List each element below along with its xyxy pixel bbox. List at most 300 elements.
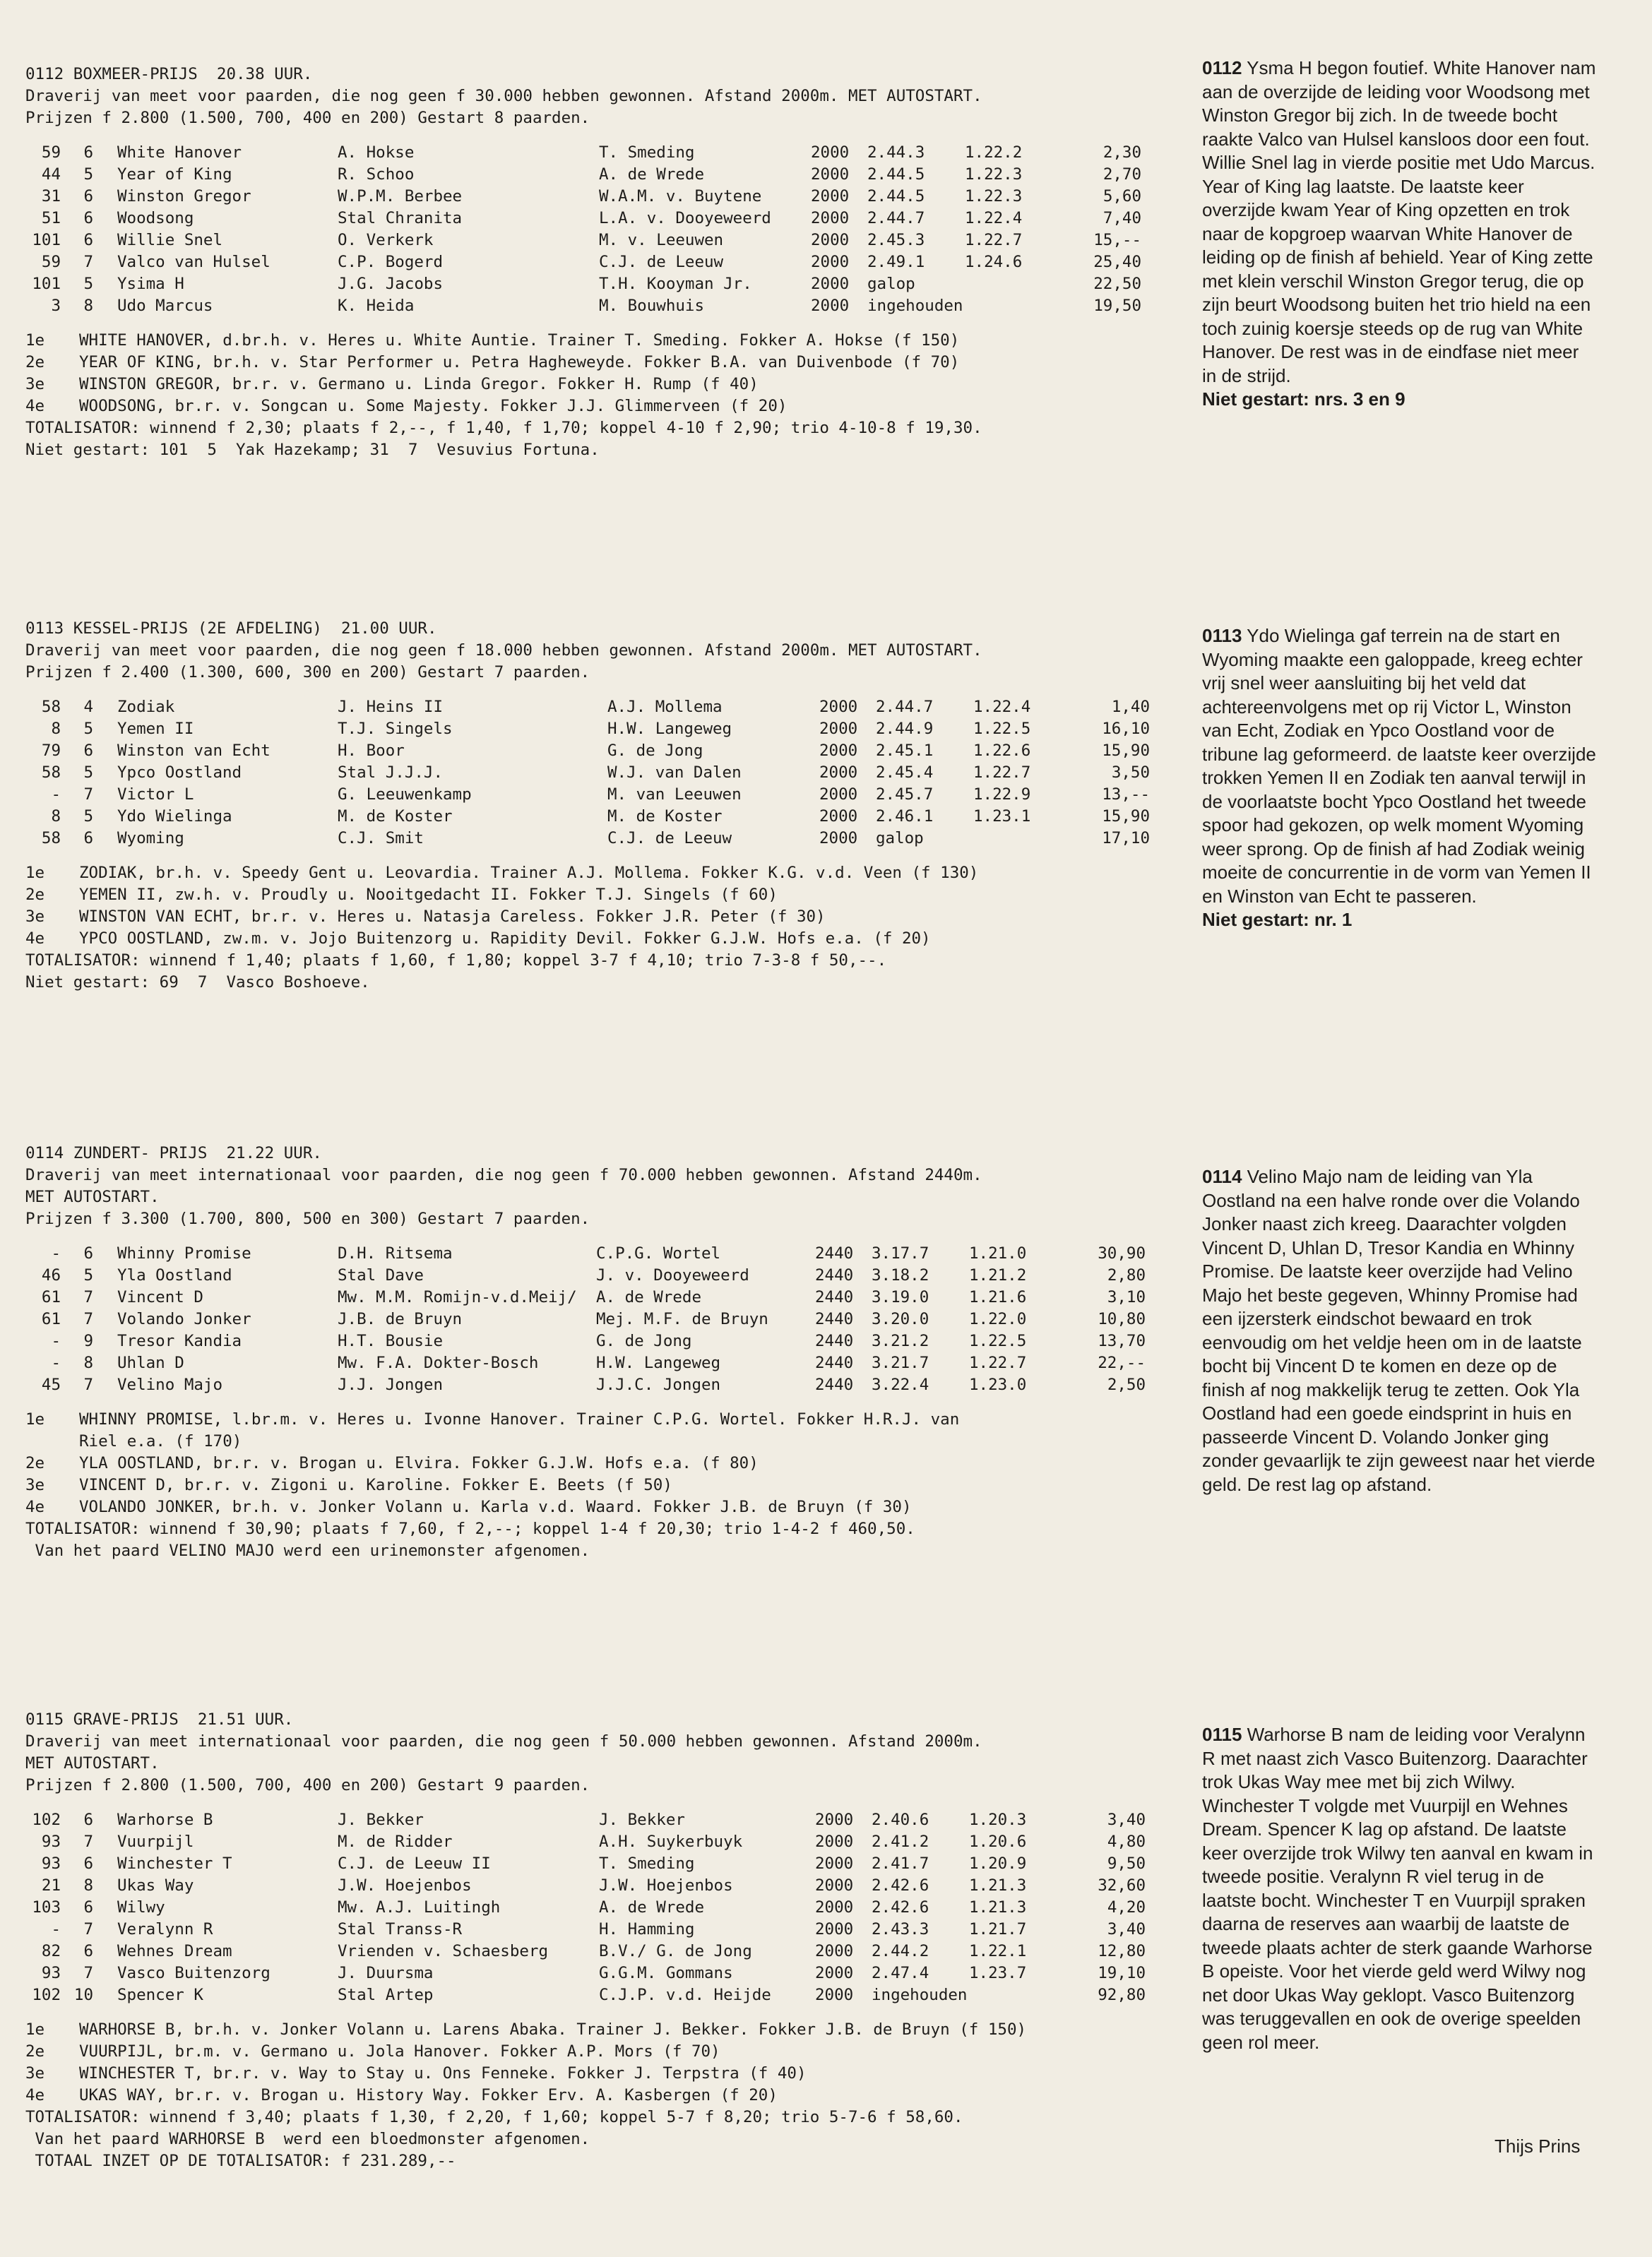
- entry-driver: J. Bekker: [599, 1811, 685, 1829]
- entry-horse: Winston van Echt: [117, 742, 271, 760]
- comment-not-started: Niet gestart: nrs. 3 en 9: [1202, 388, 1406, 410]
- entry-points: 101: [32, 275, 61, 293]
- entry-distance: 2000: [819, 785, 858, 804]
- race-header: 0115 GRAVE-PRIJS 21.51 UUR.: [25, 1710, 294, 1729]
- entry-distance: 2440: [815, 1310, 854, 1328]
- entry-points: 21: [41, 1876, 61, 1895]
- entry-driver: C.J. de Leeuw: [599, 253, 724, 271]
- entry-km-time: [965, 273, 1064, 295]
- entry-time: galop: [876, 829, 924, 847]
- entry-time: ingehouden: [872, 1986, 968, 2004]
- placing-text: WHINNY PROMISE, l.br.m. v. Heres u. Ivonne Hanover. Trainer C.P.G. Wortel. Fokker H.R.J. van: [79, 1410, 960, 1429]
- entry-owner: M. de Koster: [338, 807, 453, 826]
- entry-horse: Year of King: [117, 165, 232, 184]
- entries-table: [25, 1243, 1177, 1396]
- entry-row: [25, 762, 1177, 784]
- entry-horse: Udo Marcus: [117, 297, 213, 315]
- placing-line: [25, 330, 1177, 352]
- entry-driver: J. v. Dooyeweerd: [596, 1266, 749, 1285]
- entry-driver: M. van Leeuwen: [607, 785, 742, 804]
- placing-line: [25, 928, 1177, 950]
- placing-text: VOLANDO JONKER, br.h. v. Jonker Volann u. Karla v.d. Waard. Fokker J.B. de Bruyn (f 30): [79, 1498, 912, 1516]
- entry-driver: M. de Koster: [607, 807, 723, 826]
- entry-points: 8: [51, 807, 61, 826]
- entry-km-time: 1.22.5: [969, 1332, 1027, 1350]
- entry-time: 2.40.6: [872, 1811, 929, 1829]
- entry-horse: Valco van Hulsel: [117, 253, 271, 271]
- entry-owner: T.J. Singels: [338, 720, 453, 738]
- entry-owner: H.T. Bousie: [338, 1332, 444, 1350]
- placing-line: [25, 906, 1177, 928]
- entry-distance: 2000: [815, 1920, 854, 1939]
- entry-owner: Stal J.J.J.: [338, 763, 444, 782]
- entry-age: 7: [83, 1376, 93, 1394]
- entry-points: 3: [51, 297, 61, 315]
- entry-km-time: 1.22.4: [973, 698, 1031, 716]
- entry-driver: B.V./ G. de Jong: [599, 1942, 752, 1960]
- entry-points: 103: [32, 1898, 61, 1917]
- entry-driver: H. Hamming: [599, 1920, 695, 1939]
- entry-owner: Vrienden v. Schaesberg: [338, 1942, 549, 1960]
- comment-race-number: 0114: [1202, 1166, 1242, 1187]
- entry-km-time: 1.20.3: [969, 1811, 1027, 1829]
- entry-horse: Winston Gregor: [117, 187, 251, 206]
- entry-odds: 22,--: [1098, 1354, 1146, 1372]
- entry-row: [25, 1330, 1177, 1352]
- not-started: Niet gestart: 101 5 Yak Hazekamp; 31 7 Vesuvius Fortuna.: [25, 441, 600, 459]
- entry-time: ingehouden: [867, 297, 963, 315]
- entry-odds: 5,60: [1103, 187, 1141, 206]
- entry-distance: 2440: [815, 1244, 854, 1263]
- placing-line: [25, 1496, 1177, 1518]
- entry-distance: 2000: [811, 297, 850, 315]
- entry-row: [25, 1243, 1177, 1265]
- entry-horse: Wilwy: [117, 1898, 165, 1917]
- entry-horse: Ukas Way: [117, 1876, 194, 1895]
- entry-driver: C.J. de Leeuw: [607, 829, 732, 847]
- entry-driver: J.J.C. Jongen: [596, 1376, 721, 1394]
- entry-owner: Stal Chranita: [338, 209, 463, 227]
- entry-distance: 2000: [811, 275, 850, 293]
- race-conditions: Draverij van meet internationaal voor paarden, die nog geen f 70.000 hebben gewonnen. Afstand 2440m.: [25, 1166, 982, 1184]
- placing-ordinal: 2e: [25, 353, 45, 371]
- placing-ordinal: 4e: [25, 929, 45, 948]
- entry-row: [25, 1374, 1177, 1396]
- entry-horse: Vuurpijl: [117, 1833, 194, 1851]
- placing-line: [25, 862, 1177, 884]
- entry-horse: Ysima H: [117, 275, 184, 293]
- race-header: 0113 KESSEL-PRIJS (2E AFDELING) 21.00 UUR.: [25, 619, 437, 638]
- entry-driver: T.H. Kooyman Jr.: [599, 275, 752, 293]
- entry-odds: 3,10: [1107, 1288, 1146, 1306]
- entry-odds: 19,10: [1098, 1964, 1146, 1982]
- entry-time: 2.43.3: [872, 1920, 929, 1939]
- entry-points: 79: [41, 742, 61, 760]
- entry-driver: A. de Wrede: [596, 1288, 702, 1306]
- entry-distance: 2000: [811, 165, 850, 184]
- entry-time: 2.44.5: [867, 165, 925, 184]
- placings: [25, 2019, 1177, 2107]
- entry-driver: C.P.G. Wortel: [596, 1244, 721, 1263]
- entry-time: 2.42.6: [872, 1876, 929, 1895]
- entry-driver: T. Smeding: [599, 143, 695, 162]
- entry-owner: Stal Dave: [338, 1266, 424, 1285]
- entry-km-time: [969, 1984, 1068, 2006]
- entry-horse: Yla Oostland: [117, 1266, 232, 1285]
- entry-driver: W.J. van Dalen: [607, 763, 742, 782]
- entry-owner: D.H. Ritsema: [338, 1244, 453, 1263]
- entry-points: 82: [41, 1942, 61, 1960]
- entry-row: [25, 1919, 1177, 1941]
- entry-row: [25, 1287, 1177, 1309]
- placing-line: [25, 2019, 1177, 2041]
- entry-driver: A. de Wrede: [599, 1898, 705, 1917]
- entry-km-time: 1.22.7: [973, 763, 1031, 782]
- entry-km-time: 1.22.5: [973, 720, 1031, 738]
- entry-horse: Velino Majo: [117, 1376, 223, 1394]
- entry-odds: 2,70: [1103, 165, 1141, 184]
- race-start-type: MET AUTOSTART.: [25, 1188, 160, 1206]
- entry-time: 2.45.4: [876, 763, 934, 782]
- comment-0114: [1202, 1165, 1598, 1496]
- entry-time: 2.45.1: [876, 742, 934, 760]
- placings: [25, 862, 1177, 950]
- race-prizes: Prijzen f 2.800 (1.500, 700, 400 en 200) Gestart 9 paarden.: [25, 1776, 590, 1794]
- entry-row: [25, 784, 1177, 806]
- entry-points: 59: [41, 253, 61, 271]
- entry-points: 58: [41, 829, 61, 847]
- placing-text: WINSTON VAN ECHT, br.r. v. Heres u. Natasja Careless. Fokker J.R. Peter (f 30): [79, 907, 826, 926]
- entry-age: 7: [83, 1833, 93, 1851]
- entry-driver: G.G.M. Gommans: [599, 1964, 733, 1982]
- entry-horse: White Hanover: [117, 143, 242, 162]
- entry-row: [25, 1809, 1177, 1831]
- entry-horse: Warhorse B: [117, 1811, 213, 1829]
- entry-age: 5: [83, 763, 93, 782]
- entry-driver: A.H. Suykerbuyk: [599, 1833, 743, 1851]
- entry-driver: H.W. Langeweg: [607, 720, 732, 738]
- entry-owner: W.P.M. Berbee: [338, 187, 463, 206]
- entry-time: 3.22.4: [872, 1376, 929, 1394]
- entry-age: 4: [83, 698, 93, 716]
- entry-distance: 2000: [811, 209, 850, 227]
- totalisator: TOTALISATOR: winnend f 2,30; plaats f 2,--, f 1,40, f 1,70; koppel 4-10 f 2,90; trio 4-10-8 f 19,30.: [25, 419, 982, 437]
- totalisator: TOTALISATOR: winnend f 3,40; plaats f 1,30, f 2,20, f 1,60; koppel 5-7 f 8,20; trio 5-7-6 f 58,60.: [25, 2108, 963, 2126]
- entry-age: 6: [83, 209, 93, 227]
- entry-row: [25, 740, 1177, 762]
- entry-horse: Tresor Kandia: [117, 1332, 242, 1350]
- race-header: 0114 ZUNDERT- PRIJS 21.22 UUR.: [25, 1144, 322, 1162]
- entry-horse: Zodiak: [117, 698, 175, 716]
- entry-odds: 7,40: [1103, 209, 1141, 227]
- entry-odds: 19,50: [1093, 297, 1141, 315]
- entry-points: 46: [41, 1266, 61, 1285]
- entry-horse: Yemen II: [117, 720, 194, 738]
- entry-km-time: 1.23.1: [973, 807, 1031, 826]
- placing-line: [25, 2085, 1177, 2107]
- entry-time: 2.44.3: [867, 143, 925, 162]
- entry-time: 2.44.7: [867, 209, 925, 227]
- author-byline: Thijs Prins: [1494, 2136, 1581, 2157]
- entry-distance: 2000: [811, 187, 850, 206]
- entry-odds: 17,10: [1102, 829, 1150, 847]
- entry-odds: 2,30: [1103, 143, 1141, 162]
- entry-row: [25, 1831, 1177, 1853]
- entry-points: -: [51, 1244, 61, 1263]
- placing-ordinal: 3e: [25, 375, 45, 393]
- entries-table: [25, 1809, 1177, 2006]
- placing-text: VUURPIJL, br.m. v. Germano u. Jola Hanover. Fokker A.P. Mors (f 70): [79, 2042, 720, 2061]
- entry-km-time: 1.21.7: [969, 1920, 1027, 1939]
- entry-points: 58: [41, 763, 61, 782]
- entry-horse: Woodsong: [117, 209, 194, 227]
- entry-row: [25, 1984, 1177, 2006]
- entry-distance: 2000: [819, 742, 858, 760]
- entry-time: 2.42.6: [872, 1898, 929, 1917]
- entries-table: [25, 142, 1177, 317]
- placing-ordinal: 4e: [25, 397, 45, 415]
- entry-owner: Stal Transs-R: [338, 1920, 463, 1939]
- entry-time: 2.41.7: [872, 1854, 929, 1873]
- entry-distance: 2000: [815, 1833, 854, 1851]
- entry-owner: G. Leeuwenkamp: [338, 785, 472, 804]
- entry-points: 45: [41, 1376, 61, 1394]
- entry-time: 2.45.7: [876, 785, 934, 804]
- entry-distance: 2000: [815, 1898, 854, 1917]
- entry-time: 3.21.7: [872, 1354, 929, 1372]
- entry-odds: 15,90: [1102, 742, 1150, 760]
- entry-time: galop: [867, 275, 915, 293]
- entry-owner: M. de Ridder: [338, 1833, 453, 1851]
- entry-age: 8: [83, 1354, 93, 1372]
- entry-age: 5: [83, 275, 93, 293]
- entry-distance: 2000: [815, 1942, 854, 1960]
- entry-horse: Vincent D: [117, 1288, 203, 1306]
- entry-age: 6: [83, 1854, 93, 1873]
- placing-text: VINCENT D, br.r. v. Zigoni u. Karoline. Fokker E. Beets (f 50): [79, 1476, 672, 1494]
- entry-distance: 2000: [815, 1964, 854, 1982]
- entry-distance: 2000: [819, 763, 858, 782]
- entry-driver: M. v. Leeuwen: [599, 231, 724, 249]
- entry-row: [25, 1941, 1177, 1963]
- entry-horse: Uhlan D: [117, 1354, 184, 1372]
- entry-row: [25, 1265, 1177, 1287]
- comment-0115: [1202, 1723, 1598, 2054]
- entry-odds: 15,90: [1102, 807, 1150, 826]
- entry-age: 7: [83, 785, 93, 804]
- totalisator: TOTALISATOR: winnend f 30,90; plaats f 7,60, f 2,--; koppel 1-4 f 20,30; trio 1-4-2 f 460,50.: [25, 1520, 915, 1538]
- entry-points: 93: [41, 1833, 61, 1851]
- placing-ordinal: 2e: [25, 886, 45, 904]
- entry-distance: 2440: [815, 1288, 854, 1306]
- entry-points: -: [51, 785, 61, 804]
- entry-owner: O. Verkerk: [338, 231, 434, 249]
- placing-text: WOODSONG, br.r. v. Songcan u. Some Majesty. Fokker J.J. Glimmerveen (f 20): [79, 397, 788, 415]
- entry-owner: Mw. M.M. Romijn-v.d.Meij/: [338, 1288, 577, 1306]
- not-started: Niet gestart: 69 7 Vasco Boshoeve.: [25, 973, 370, 991]
- placing-line: [25, 884, 1177, 906]
- entry-age: 5: [83, 807, 93, 826]
- entry-km-time: [965, 295, 1064, 317]
- comment-not-started: Niet gestart: nr. 1: [1202, 909, 1353, 930]
- entry-row: [25, 186, 1177, 208]
- entry-km-time: [973, 828, 1072, 850]
- entry-km-time: 1.22.1: [969, 1942, 1027, 1960]
- entry-age: 5: [83, 1266, 93, 1285]
- entry-time: 2.44.7: [876, 698, 934, 716]
- entry-age: 6: [83, 1898, 93, 1917]
- entry-distance: 2000: [815, 1876, 854, 1895]
- entry-owner: K. Heida: [338, 297, 415, 315]
- entry-points: 51: [41, 209, 61, 227]
- entry-driver: H.W. Langeweg: [596, 1354, 721, 1372]
- comment-0113: [1202, 624, 1598, 932]
- entry-odds: 16,10: [1102, 720, 1150, 738]
- comment-text: Warhorse B nam de leiding voor Veralynn R met naast zich Vasco Buitenzorg. Daarachter trok Ukas Way mee met bij zich Wilwy. Winchester T volgde met Vuurpijl en Wehnes Dream. Spencer K lag op afstand. De laatste keer overzijde trok Wilwy ten aanval en kwam in tweede positie. Veralynn R viel terug in de laatste bocht. Winchester T en Vuurpijl spraken daarna de reserves aan waarbij de laatste de tweede plaats achter de sterk gaande Warhorse B opeiste. Voor het vierde geld werd Wilwy nog net door Ukas Way geklopt. Vasco Buitenzorg was teruggevallen en ook de overige speelden geen rol meer.: [1202, 1724, 1593, 2053]
- race-start-type: MET AUTOSTART.: [25, 1754, 160, 1773]
- entry-age: 6: [83, 1811, 93, 1829]
- entry-time: 2.49.1: [867, 253, 925, 271]
- comment-race-number: 0115: [1202, 1724, 1242, 1745]
- race-conditions: Draverij van meet internationaal voor paarden, die nog geen f 50.000 hebben gewonnen. Afstand 2000m.: [25, 1732, 982, 1751]
- entry-owner: C.J. Smit: [338, 829, 424, 847]
- placing-line: [25, 1431, 1177, 1453]
- entry-time: 3.21.2: [872, 1332, 929, 1350]
- entry-points: -: [51, 1332, 61, 1350]
- entry-odds: 32,60: [1098, 1876, 1146, 1895]
- placing-text: WINSTON GREGOR, br.r. v. Germano u. Linda Gregor. Fokker H. Rump (f 40): [79, 375, 759, 393]
- entry-driver: W.A.M. v. Buytene: [599, 187, 762, 206]
- entry-owner: J. Duursma: [338, 1964, 434, 1982]
- placings: [25, 330, 1177, 417]
- entry-km-time: 1.23.7: [969, 1964, 1027, 1982]
- entry-owner: Stal Artep: [338, 1986, 434, 2004]
- placing-line: [25, 1409, 1177, 1431]
- entry-time: 3.20.0: [872, 1310, 929, 1328]
- entry-km-time: 1.21.3: [969, 1876, 1027, 1895]
- comment-race-number: 0113: [1202, 625, 1242, 646]
- entry-distance: 2000: [811, 231, 850, 249]
- placing-text: ZODIAK, br.h. v. Speedy Gent u. Leovardia. Trainer A.J. Mollema. Fokker K.G. v.d. Veen (f 130): [79, 864, 979, 882]
- placing-ordinal: 1e: [25, 331, 45, 350]
- entry-points: 61: [41, 1288, 61, 1306]
- entry-points: -: [51, 1354, 61, 1372]
- entry-km-time: 1.22.2: [965, 143, 1023, 162]
- race-0115: [25, 1709, 1177, 2172]
- entry-km-time: 1.22.7: [969, 1354, 1027, 1372]
- entry-km-time: 1.21.2: [969, 1266, 1027, 1285]
- race-prizes: Prijzen f 2.800 (1.500, 700, 400 en 200) Gestart 8 paarden.: [25, 109, 590, 127]
- entry-km-time: 1.22.3: [965, 165, 1023, 184]
- entry-owner: J. Bekker: [338, 1811, 424, 1829]
- placing-line: [25, 395, 1177, 417]
- entry-km-time: 1.20.6: [969, 1833, 1027, 1851]
- entry-time: 2.44.2: [872, 1942, 929, 1960]
- entry-distance: 2440: [815, 1376, 854, 1394]
- entry-km-time: 1.22.4: [965, 209, 1023, 227]
- entry-distance: 2440: [815, 1266, 854, 1285]
- entry-km-time: 1.23.0: [969, 1376, 1027, 1394]
- entry-km-time: 1.22.3: [965, 187, 1023, 206]
- race-0114: [25, 1143, 1177, 1562]
- comment-text: Ysma H begon foutief. White Hanover nam aan de overzijde de leiding voor Woodsong met Winston Gregor bij zich. In de tweede bocht raakte Valco van Hulsel kansloos door een fout. Willie Snel lag in vierde positie met Udo Marcus. Year of King lag laatste. De laatste keer overzijde kwam Year of King opzetten en trok naar de kopgroep waarvan White Hanover de leiding op de finish af behield. Year of King zette met klein verschil Winston Gregor terug, die op zijn beurt Woodsong buiten het trio hield na een toch zuinig koersje steeds op de rug van White Hanover. De rest was in de eindfase niet meer in de strijd.: [1202, 57, 1596, 386]
- entry-distance: 2000: [811, 143, 850, 162]
- entry-driver: J.W. Hoejenbos: [599, 1876, 733, 1895]
- entry-age: 6: [83, 143, 93, 162]
- race-conditions: Draverij van meet voor paarden, die nog geen f 30.000 hebben gewonnen. Afstand 2000m. MET AUTOSTART.: [25, 87, 982, 105]
- entry-time: 3.19.0: [872, 1288, 929, 1306]
- placing-text: YLA OOSTLAND, br.r. v. Brogan u. Elvira. Fokker G.J.W. Hofs e.a. (f 80): [79, 1454, 759, 1472]
- entry-km-time: 1.22.0: [969, 1310, 1027, 1328]
- entry-distance: 2440: [815, 1332, 854, 1350]
- entry-km-time: 1.22.9: [973, 785, 1031, 804]
- entry-distance: 2000: [819, 807, 858, 826]
- entry-odds: 12,80: [1098, 1942, 1146, 1960]
- entry-distance: 2440: [815, 1354, 854, 1372]
- entry-age: 8: [83, 1876, 93, 1895]
- comment-0112: [1202, 56, 1598, 412]
- entry-km-time: 1.22.7: [965, 231, 1023, 249]
- entry-odds: 2,80: [1107, 1266, 1146, 1285]
- placing-line: [25, 374, 1177, 395]
- entry-row: [25, 142, 1177, 164]
- placing-ordinal: 3e: [25, 1476, 45, 1494]
- entry-age: 9: [83, 1332, 93, 1350]
- entry-odds: 30,90: [1098, 1244, 1146, 1263]
- entry-points: 44: [41, 165, 61, 184]
- entry-horse: Vasco Buitenzorg: [117, 1964, 271, 1982]
- entry-age: 7: [83, 253, 93, 271]
- entry-distance: 2000: [815, 1986, 854, 2004]
- entry-odds: 9,50: [1107, 1854, 1146, 1873]
- entry-driver: M. Bouwhuis: [599, 297, 705, 315]
- entry-time: 2.47.4: [872, 1964, 929, 1982]
- entry-odds: 3,40: [1107, 1811, 1146, 1829]
- entry-time: 3.17.7: [872, 1244, 929, 1263]
- entry-horse: Veralynn R: [117, 1920, 213, 1939]
- entry-horse: Ypco Oostland: [117, 763, 242, 782]
- entry-distance: 2000: [819, 829, 858, 847]
- entry-km-time: 1.20.9: [969, 1854, 1027, 1873]
- total-stake: TOTAAL INZET OP DE TOTALISATOR: f 231.289,--: [25, 2152, 456, 2170]
- entry-km-time: 1.21.0: [969, 1244, 1027, 1263]
- entry-owner: J.W. Hoejenbos: [338, 1876, 472, 1895]
- race-prizes: Prijzen f 3.300 (1.700, 800, 500 en 300) Gestart 7 paarden.: [25, 1210, 590, 1228]
- entry-driver: G. de Jong: [596, 1332, 692, 1350]
- placing-ordinal: 3e: [25, 907, 45, 926]
- entry-owner: Mw. A.J. Luitingh: [338, 1898, 501, 1917]
- entry-owner: C.P. Bogerd: [338, 253, 444, 271]
- race-prizes: Prijzen f 2.400 (1.300, 600, 300 en 200) Gestart 7 paarden.: [25, 663, 590, 681]
- entry-distance: 2000: [819, 720, 858, 738]
- entry-age: 6: [83, 231, 93, 249]
- entry-age: 6: [83, 1942, 93, 1960]
- entry-owner: A. Hokse: [338, 143, 415, 162]
- placing-line: [25, 2063, 1177, 2085]
- placing-ordinal: 2e: [25, 2042, 45, 2061]
- entry-km-time: 1.22.6: [973, 742, 1031, 760]
- placing-ordinal: 1e: [25, 864, 45, 882]
- placing-ordinal: 4e: [25, 2086, 45, 2104]
- entry-row: [25, 1963, 1177, 1984]
- entry-row: [25, 251, 1177, 273]
- placing-text: WARHORSE B, br.h. v. Jonker Volann u. Larens Abaka. Trainer J. Bekker. Fokker J.B. de Bruyn (f 150): [79, 2020, 1027, 2039]
- entry-driver: C.J.P. v.d. Heijde: [599, 1986, 771, 2004]
- entry-odds: 10,80: [1098, 1310, 1146, 1328]
- entry-odds: 25,40: [1093, 253, 1141, 271]
- placing-ordinal: 1e: [25, 1410, 45, 1429]
- entry-horse: Wyoming: [117, 829, 184, 847]
